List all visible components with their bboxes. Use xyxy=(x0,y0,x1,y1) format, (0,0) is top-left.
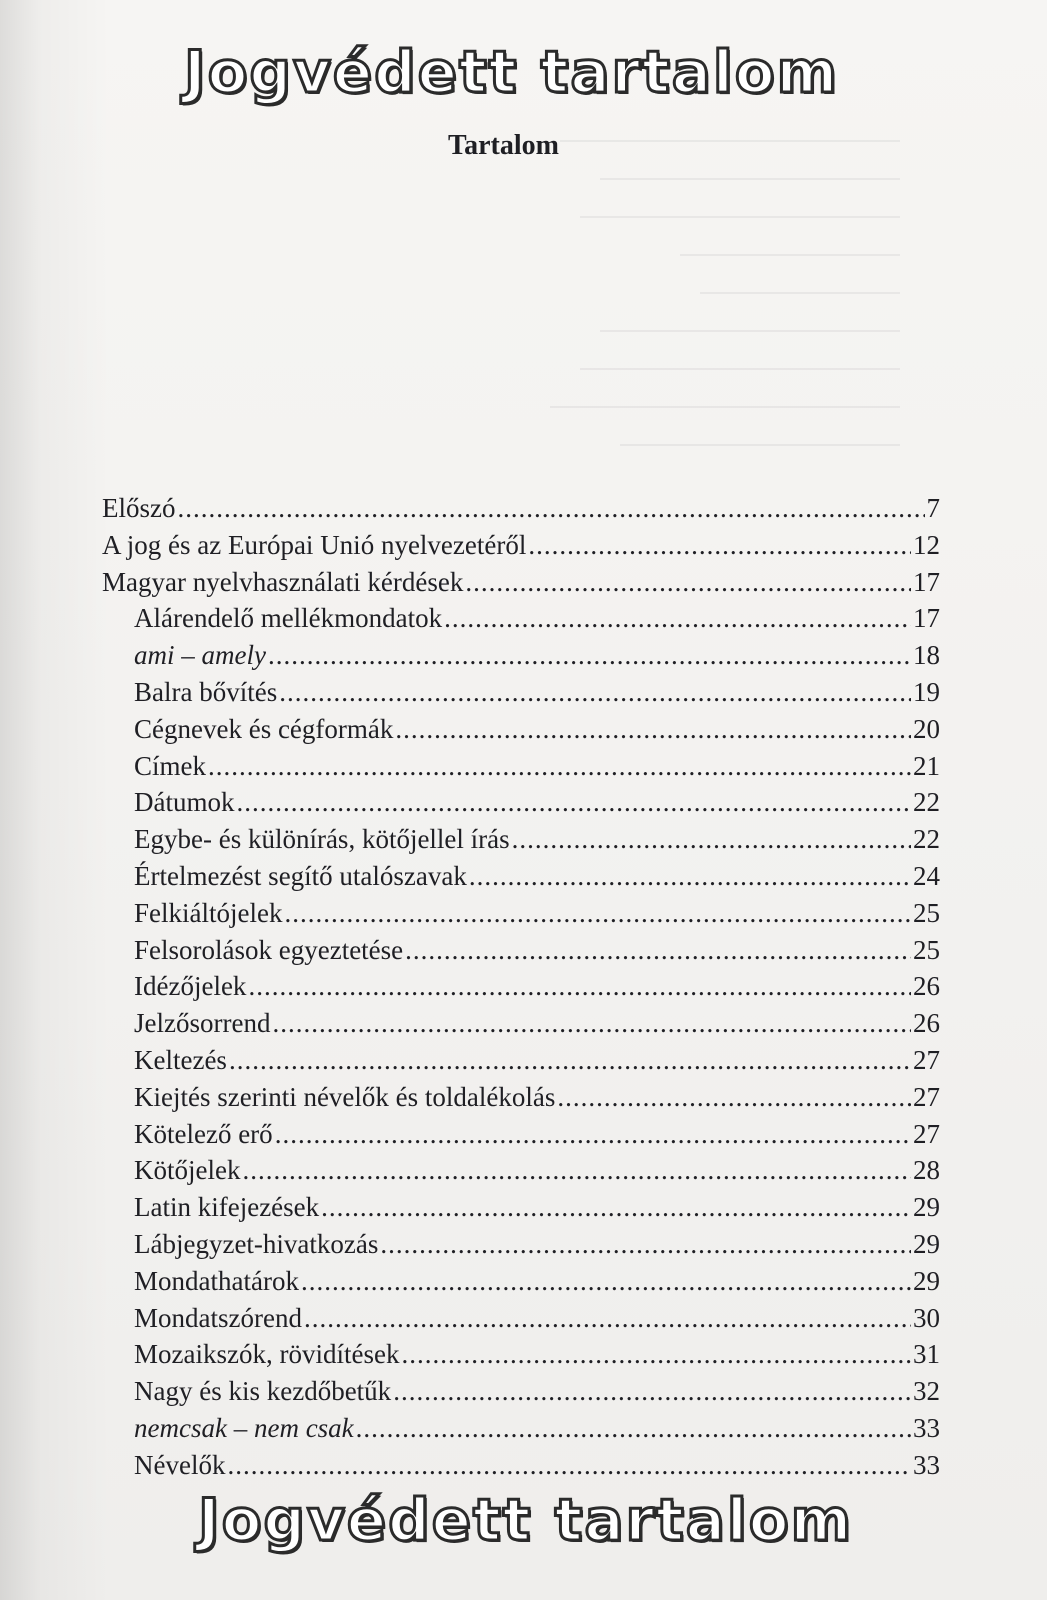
dot-leader xyxy=(393,1373,911,1410)
dot-leader xyxy=(248,968,911,1005)
toc-entry-label: Felkiáltójelek xyxy=(134,897,283,928)
toc-entry-label: Mondathatárok xyxy=(134,1265,299,1296)
show-through-line xyxy=(580,368,900,370)
toc-entry-page: 7 xyxy=(926,493,940,523)
show-through-line xyxy=(580,216,900,218)
show-through-line xyxy=(600,178,900,180)
toc-entry-page: 33 xyxy=(913,1449,940,1480)
dot-leader xyxy=(512,821,911,858)
show-through-line xyxy=(700,292,900,294)
toc-entry xyxy=(102,711,940,748)
dot-leader xyxy=(321,1189,911,1226)
toc-entry-label: Alárendelő mellékmondatok xyxy=(134,603,443,634)
show-through-line xyxy=(680,254,900,256)
toc-entry xyxy=(102,674,940,711)
toc-entry-label: Nagy és kis kezdőbetűk xyxy=(134,1376,392,1407)
toc-entry-label: Kötőjelek xyxy=(134,1155,241,1186)
dot-leader xyxy=(405,932,911,969)
toc-entry-page: 28 xyxy=(913,1155,940,1186)
toc-entry xyxy=(102,968,940,1005)
toc-entry-page: 21 xyxy=(913,750,940,781)
toc-entry-page: 25 xyxy=(913,934,940,965)
toc-entry-label: ami – amely xyxy=(134,640,266,671)
dot-leader xyxy=(528,527,911,564)
dot-leader xyxy=(465,564,911,601)
toc-entry xyxy=(102,1263,940,1300)
toc-entry-label: Kiejtés szerinti névelők és toldalékolás xyxy=(134,1081,556,1112)
dot-leader xyxy=(444,600,911,637)
page-title: Tartalom xyxy=(448,130,559,161)
dot-leader xyxy=(356,1410,911,1447)
toc-entry-label: Jelzősorrend xyxy=(134,1008,271,1039)
toc-entry-label: Előszó xyxy=(102,493,176,523)
toc-entry xyxy=(102,748,940,785)
show-through-line xyxy=(620,444,900,446)
toc-entry-page: 29 xyxy=(913,1228,940,1259)
dot-leader xyxy=(242,1152,911,1189)
toc-entry-label: Lábjegyzet-hivatkozás xyxy=(134,1228,379,1259)
toc-entry-page: 26 xyxy=(913,971,940,1002)
show-through-line xyxy=(600,330,900,332)
toc-entry-page: 19 xyxy=(913,676,940,707)
toc-entry xyxy=(102,527,940,564)
toc-entry-page: 17 xyxy=(913,603,940,634)
toc-entry-page: 22 xyxy=(913,824,940,855)
toc-entry-label: A jog és az Európai Unió nyelvezetéről xyxy=(102,529,527,560)
toc-entry-page: 27 xyxy=(913,1044,940,1075)
toc-entry xyxy=(102,1373,940,1410)
toc-entry-page: 20 xyxy=(913,713,940,744)
dot-leader xyxy=(380,1226,911,1263)
toc-entry-page: 12 xyxy=(913,529,940,560)
toc-entry xyxy=(102,1189,940,1226)
dot-leader xyxy=(395,711,911,748)
dot-leader xyxy=(208,748,911,785)
table-of-contents xyxy=(102,490,940,1484)
toc-entry-label: Értelmezést segítő utalószavak xyxy=(134,860,467,891)
toc-entry-page: 29 xyxy=(913,1192,940,1223)
toc-entry-label: Cégnevek és cégformák xyxy=(134,713,394,744)
dot-leader xyxy=(469,858,911,895)
dot-leader xyxy=(401,1336,911,1373)
show-through-line xyxy=(560,140,900,142)
toc-entry xyxy=(102,1447,940,1484)
toc-entry-label: Idézőjelek xyxy=(134,971,247,1002)
show-through-line xyxy=(550,406,900,408)
toc-entry-page: 17 xyxy=(913,566,940,597)
dot-leader xyxy=(275,1116,911,1153)
dot-leader xyxy=(557,1079,911,1116)
toc-entry-label: Címek xyxy=(134,750,206,781)
dot-leader xyxy=(272,1005,911,1042)
toc-entry xyxy=(102,895,940,932)
toc-entry-page: 25 xyxy=(913,897,940,928)
toc-entry xyxy=(102,1116,940,1153)
toc-entry xyxy=(102,1152,940,1189)
toc-entry xyxy=(102,932,940,969)
dot-leader xyxy=(284,895,911,932)
toc-entry xyxy=(102,490,940,527)
toc-entry-page: 30 xyxy=(913,1302,940,1333)
toc-entry-page: 26 xyxy=(913,1008,940,1039)
watermark-bottom: Jogvédett tartalom xyxy=(198,1486,854,1554)
toc-entry-page: 29 xyxy=(913,1265,940,1296)
toc-entry xyxy=(102,1042,940,1079)
dot-leader xyxy=(301,1263,911,1300)
toc-entry-page: 33 xyxy=(913,1412,940,1443)
toc-entry xyxy=(102,821,940,858)
toc-entry-label: Latin kifejezések xyxy=(134,1192,320,1223)
toc-entry-page: 31 xyxy=(913,1339,940,1370)
dot-leader xyxy=(268,637,911,674)
toc-entry-page: 22 xyxy=(913,787,940,818)
dot-leader xyxy=(304,1300,911,1337)
toc-entry xyxy=(102,1005,940,1042)
toc-entry xyxy=(102,1226,940,1263)
toc-entry xyxy=(102,1079,940,1116)
toc-entry xyxy=(102,1410,940,1447)
toc-entry xyxy=(102,637,940,674)
toc-entry-page: 18 xyxy=(913,640,940,671)
toc-entry-page: 32 xyxy=(913,1376,940,1407)
toc-entry-label: Magyar nyelvhasználati kérdések xyxy=(102,566,464,597)
watermark-top: Jogvédett tartalom xyxy=(184,38,840,106)
dot-leader xyxy=(279,674,911,711)
toc-entry xyxy=(102,600,940,637)
toc-entry-label: Balra bővítés xyxy=(134,676,278,707)
toc-entry-label: Felsorolások egyeztetése xyxy=(134,934,404,965)
toc-entry xyxy=(102,858,940,895)
dot-leader xyxy=(227,1447,911,1484)
toc-entry xyxy=(102,564,940,601)
toc-entry-label: Mondatszórend xyxy=(134,1302,302,1333)
toc-entry xyxy=(102,1300,940,1337)
toc-entry-page: 27 xyxy=(913,1118,940,1149)
toc-entry-page: 24 xyxy=(913,860,940,891)
toc-entry-label: Mozaikszók, rövidítések xyxy=(134,1339,400,1370)
toc-entry-label: nemcsak – nem csak xyxy=(134,1412,354,1443)
toc-entry-label: Névelők xyxy=(134,1449,226,1480)
toc-entry-label: Egybe- és különírás, kötőjellel írás xyxy=(134,824,510,855)
toc-entry xyxy=(102,1336,940,1373)
dot-leader xyxy=(237,784,912,821)
toc-entry-label: Kötelező erő xyxy=(134,1118,273,1149)
dot-leader xyxy=(229,1042,911,1079)
toc-entry-label: Keltezés xyxy=(134,1044,227,1075)
toc-entry xyxy=(102,784,940,821)
toc-entry-page: 27 xyxy=(913,1081,940,1112)
toc-entry-label: Dátumok xyxy=(134,787,235,818)
dot-leader xyxy=(178,490,925,527)
